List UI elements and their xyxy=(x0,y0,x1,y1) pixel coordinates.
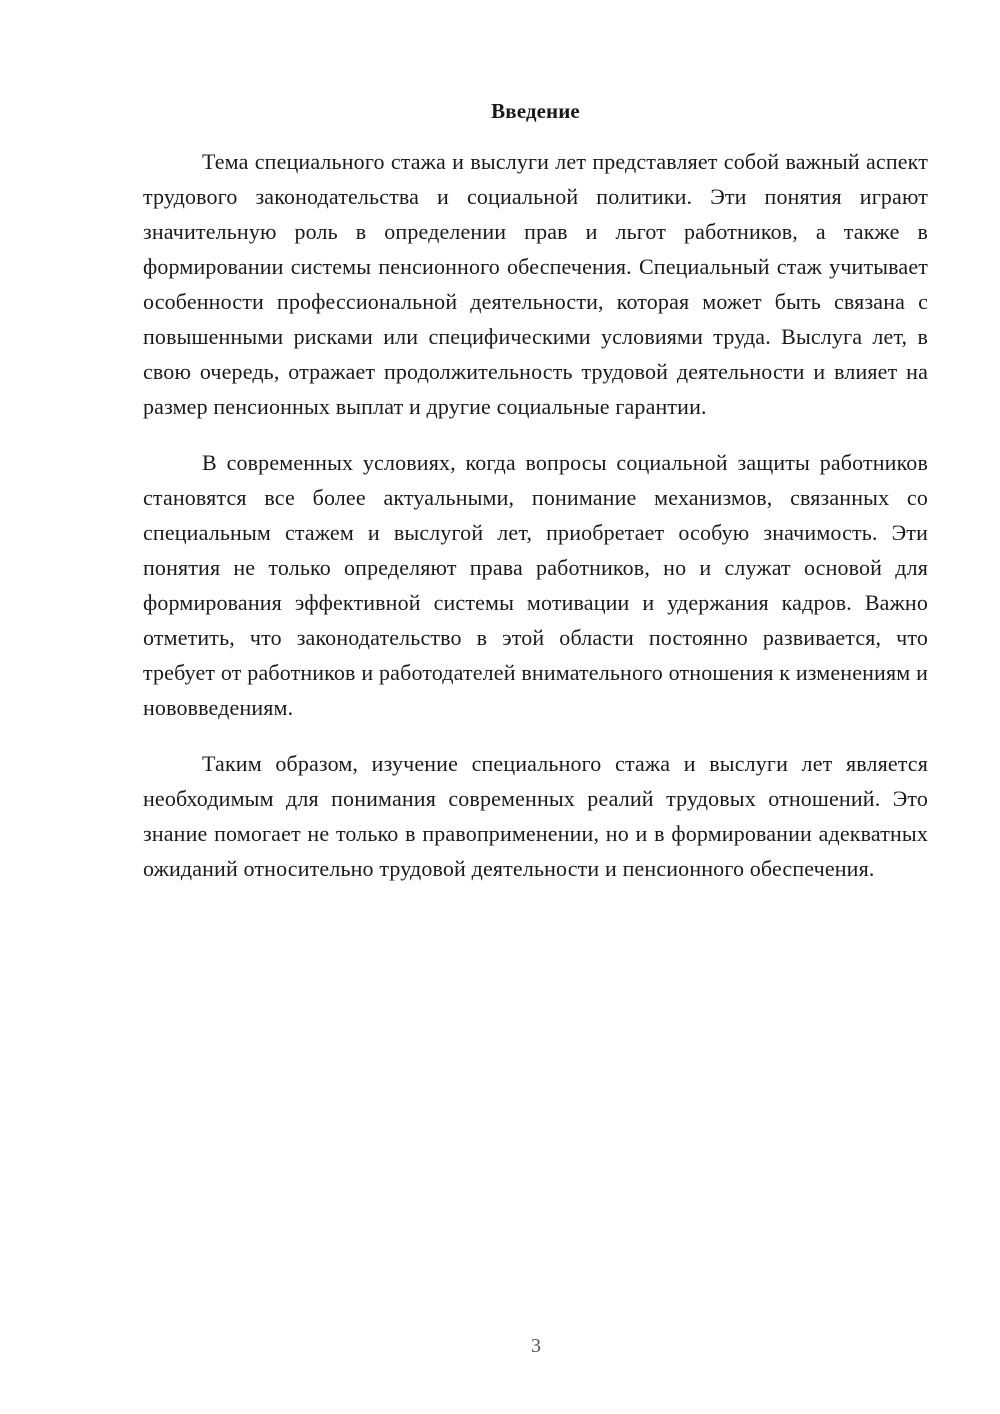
section-title: Введение xyxy=(491,99,580,123)
page-number: 3 xyxy=(531,1335,541,1357)
page-content xyxy=(143,98,928,907)
paragraph-2: В современных условиях, когда вопросы социальной защиты работников становятся все более актуальными, понимание механизмов, связанных со специальным стажем и выслугой лет, приобретает особую значимость. Эти понятия не только определяют права работников, но и служат основой для формирования эффективной системы мотивации и удержания кадров. Важно отметить, что законодательство в этой области постоянно развивается, что требует от работников и работодателей внимательного отношения к изменениям и нововведениям. xyxy=(143,450,928,720)
paragraph-3: Таким образом, изучение специального стажа и выслуги лет является необходимым для понимания современных реалий трудовых отношений. Это знание помогает не только в правоприменении, но и в формировании адекватных ожиданий относительно трудовой деятельности и пенсионного обеспечения. xyxy=(143,751,928,881)
paragraph-1: Тема специального стажа и выслуги лет представляет собой важный аспект трудового законодательства и социальной политики. Эти понятия играют значительную роль в определении прав и льгот работников, а также в формировании системы пенсионного обеспечения. Специальный стаж учитывает особенности профессиональной деятельности, которая может быть связана с повышенными рисками или специфическими условиями труда. Выслуга лет, в свою очередь, отражает продолжительность трудовой деятельности и влияет на размер пенсионных выплат и другие социальные гарантии. xyxy=(143,149,928,419)
